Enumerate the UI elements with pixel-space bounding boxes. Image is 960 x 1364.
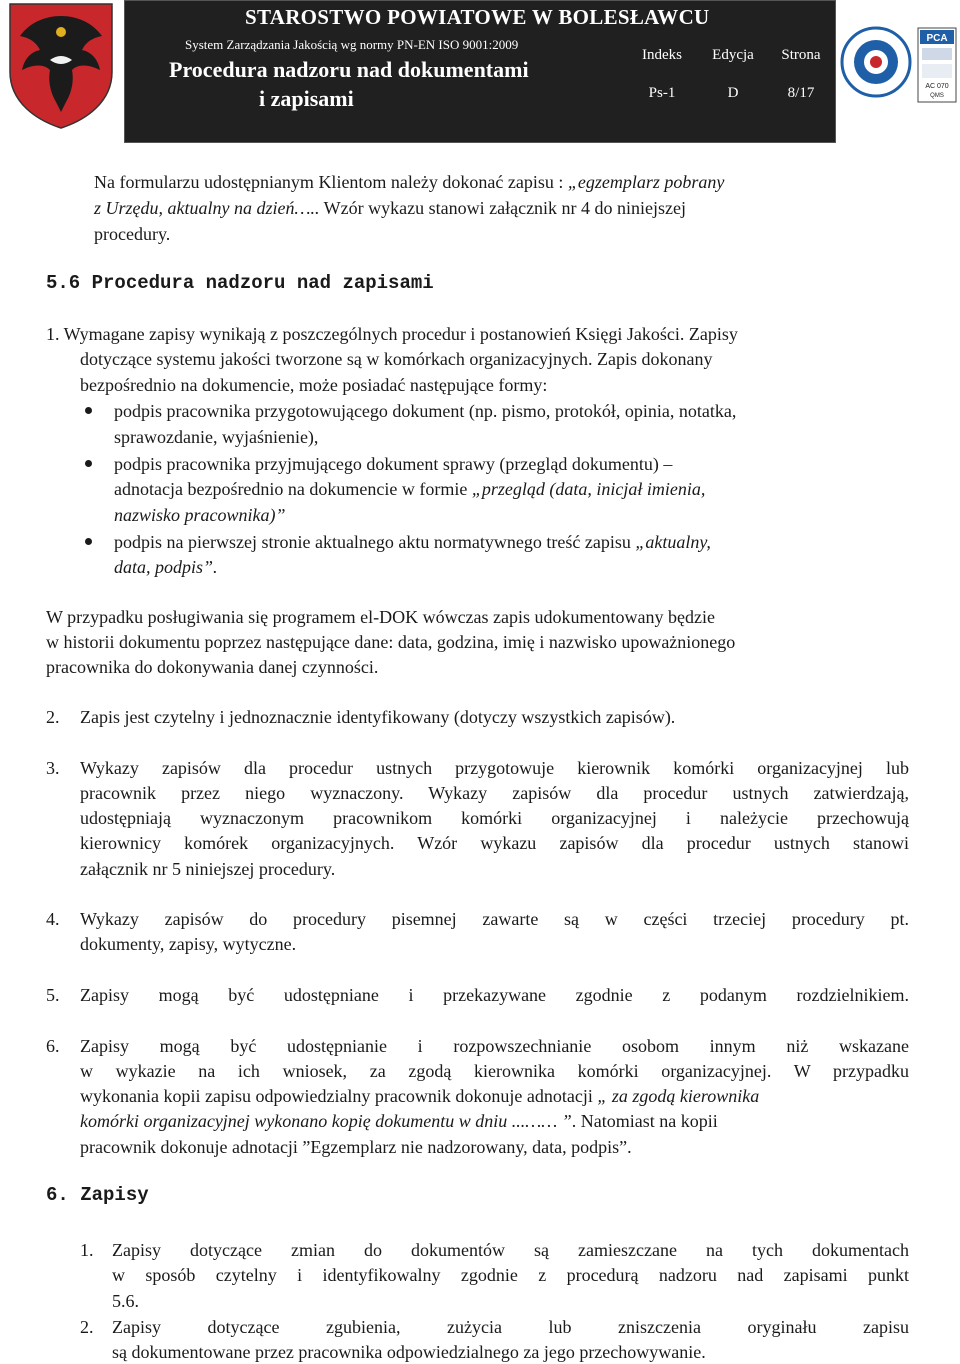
p3-line-4: kierownicy komórek organizacyjnych. Wzór wykazu zapisów dla procedur ustnych stanowi xyxy=(80,833,909,853)
header-box xyxy=(124,0,836,119)
organization-name: STAROSTWO POWIATOWE W BOLESŁAWCU xyxy=(245,5,710,29)
bullet-icon xyxy=(85,538,92,545)
p1-line-2: dotyczące systemu jakości tworzone są w komórkach organizacyjnych. Zapis dokonany xyxy=(80,349,713,369)
edition-label: Edycja xyxy=(712,47,754,63)
s6-item-2-line-2: są dokumentowane przez pracownika odpowiedzialnego za jego przechowywanie. xyxy=(112,1342,706,1362)
pca-badge-icon xyxy=(918,28,956,102)
bullet-icon xyxy=(85,460,92,467)
eldok-line-2: w historii dokumentu poprzez następujące dane: data, godzina, imię i nazwisko upoważnionego xyxy=(46,632,736,652)
p6-line-3: wykonania kopii zapisu odpowiedzialny pracownik dokonuje adnotacji „ za zgodą kierownika xyxy=(80,1086,760,1106)
s6-item-1-line-3: 5.6. xyxy=(112,1291,139,1311)
index-value: Ps-1 xyxy=(648,85,676,101)
edition-value: D xyxy=(727,85,739,101)
p1-line-1: 1. Wymagane zapisy wynikają z poszczególnych procedur i postanowień Księgi Jakości. Zapisy xyxy=(46,324,738,344)
s6-item-1-number: 1. xyxy=(80,1240,94,1260)
bullet-2-line-1: podpis pracownika przyjmującego dokument sprawy (przegląd dokumentu) – xyxy=(114,454,673,474)
p4-line-2: dokumenty, zapisy, wytyczne. xyxy=(80,934,297,954)
bullet-1-line-1: podpis pracownika przygotowującego dokument (np. pismo, protokół, opinia, notatka, xyxy=(114,401,737,421)
page-number: 8/17 xyxy=(787,85,815,101)
section-heading-6: 6. Zapisy xyxy=(46,1184,149,1206)
p5-line-1: Zapisy mogą być udostępniane i przekazywane zgodnie z podanym rozdzielnikiem. xyxy=(80,985,909,1005)
coat-of-arms-icon xyxy=(6,2,116,130)
s6-item-2-number: 2. xyxy=(80,1317,94,1337)
bullet-2-line-2: adnotacja bezpośrednio na dokumencie w formie „przegląd (data, inicjał imienia, xyxy=(114,479,706,499)
bullet-icon xyxy=(85,407,92,414)
p2-number: 2. xyxy=(46,707,60,727)
quality-system-label: System Zarządzania Jakością wg normy PN-EN ISO 9001:2009 xyxy=(185,37,519,52)
eldok-line-3: pracownika do dokonywania danej czynności. xyxy=(46,657,379,677)
p6-line-2: w wykazie na ich wniosek, za zgodą kierownika komórki organizacyjnej. W przypadku xyxy=(80,1061,909,1081)
p6-line-4: komórki organizacyjnej wykonano kopię dokumentu w dniu ...…… ”. Natomiast na kopii xyxy=(80,1111,718,1131)
page-label: Strona xyxy=(781,47,821,63)
chamber-badge-icon xyxy=(842,28,910,96)
p6-line-1: Zapisy mogą być udostępnianie i rozpowszechnianie osobom innym niż wskazane xyxy=(80,1036,909,1056)
pca-sub: QMS xyxy=(930,93,944,99)
index-label: Indeks xyxy=(642,47,682,63)
p3-number: 3. xyxy=(46,758,60,778)
document-header xyxy=(0,0,960,148)
procedure-title: Procedura nadzoru nad dokumentami xyxy=(169,57,529,82)
p3-line-5: załącznik nr 5 niniejszej procedury. xyxy=(80,859,336,879)
bullet-3-line-1: podpis na pierwszej stronie aktualnego aktu normatywnego treść zapisu „aktualny, xyxy=(114,532,711,552)
p6-number: 6. xyxy=(46,1036,60,1056)
certification-logos xyxy=(840,22,958,108)
intro-line-3: procedury. xyxy=(94,224,171,244)
intro-line-2: z Urzędu, aktualny na dzień….. Wzór wykazu stanowi załącznik nr 4 do niniejszej xyxy=(94,198,687,218)
p2-line-1: Zapis jest czytelny i jednoznacznie identyfikowany (dotyczy wszystkich zapisów). xyxy=(80,707,676,727)
pca-label: PCA xyxy=(926,33,948,44)
bullet-3-line-2: data, podpis”. xyxy=(114,557,218,577)
s6-item-2-line-1: Zapisy dotyczące zgubienia, zużycia lub zniszczenia oryginału zapisu xyxy=(112,1317,909,1337)
p4-line-1: Wykazy zapisów do procedury pisemnej zawarte są w części trzeciej procedury pt. xyxy=(80,909,909,929)
bullet-1-line-2: sprawozdanie, wyjaśnienie), xyxy=(114,427,319,447)
pca-code: AC 070 xyxy=(925,83,949,90)
p1-line-3: bezpośrednio na dokumencie, może posiadać następujące formy: xyxy=(80,375,548,395)
eldok-line-1: W przypadku posługiwania się programem el-DOK wówczas zapis udokumentowany będzie xyxy=(46,607,715,627)
intro-line-1: Na formularzu udostępnianym Klientom należy dokonać zapisu : „egzemplarz pobrany xyxy=(94,172,725,192)
p6-line-5: pracownik dokonuje adnotacji ”Egzemplarz nie nadzorowany, data, podpis”. xyxy=(80,1137,632,1157)
p3-line-3: udostępniają wyznaczonym pracownikom komórki organizacyjnej i należycie przechowują xyxy=(80,808,909,828)
p5-number: 5. xyxy=(46,985,60,1005)
s6-item-1-line-1: Zapisy dotyczące zmian do dokumentów są zamieszczane na tych dokumentach xyxy=(112,1240,909,1260)
p3-line-1: Wykazy zapisów dla procedur ustnych przygotowuje kierownik komórki organizacyjnej lub xyxy=(80,758,909,778)
p3-line-2: pracownik przez niego wyznaczony. Wykazy zapisów dla procedur ustnych zatwierdzają, xyxy=(80,783,909,803)
p4-number: 4. xyxy=(46,909,60,929)
s6-item-1-line-2: w sposób czytelny i identyfikowalny zgodnie z procedurą nadzoru nad zapisami punkt xyxy=(112,1265,909,1285)
bullet-2-line-3: nazwisko pracownika)” xyxy=(114,505,286,525)
procedure-title-cont: i zapisami xyxy=(259,86,354,111)
header-strip xyxy=(124,118,836,143)
section-heading-5-6: 5.6 Procedura nadzoru nad zapisami xyxy=(46,272,434,294)
